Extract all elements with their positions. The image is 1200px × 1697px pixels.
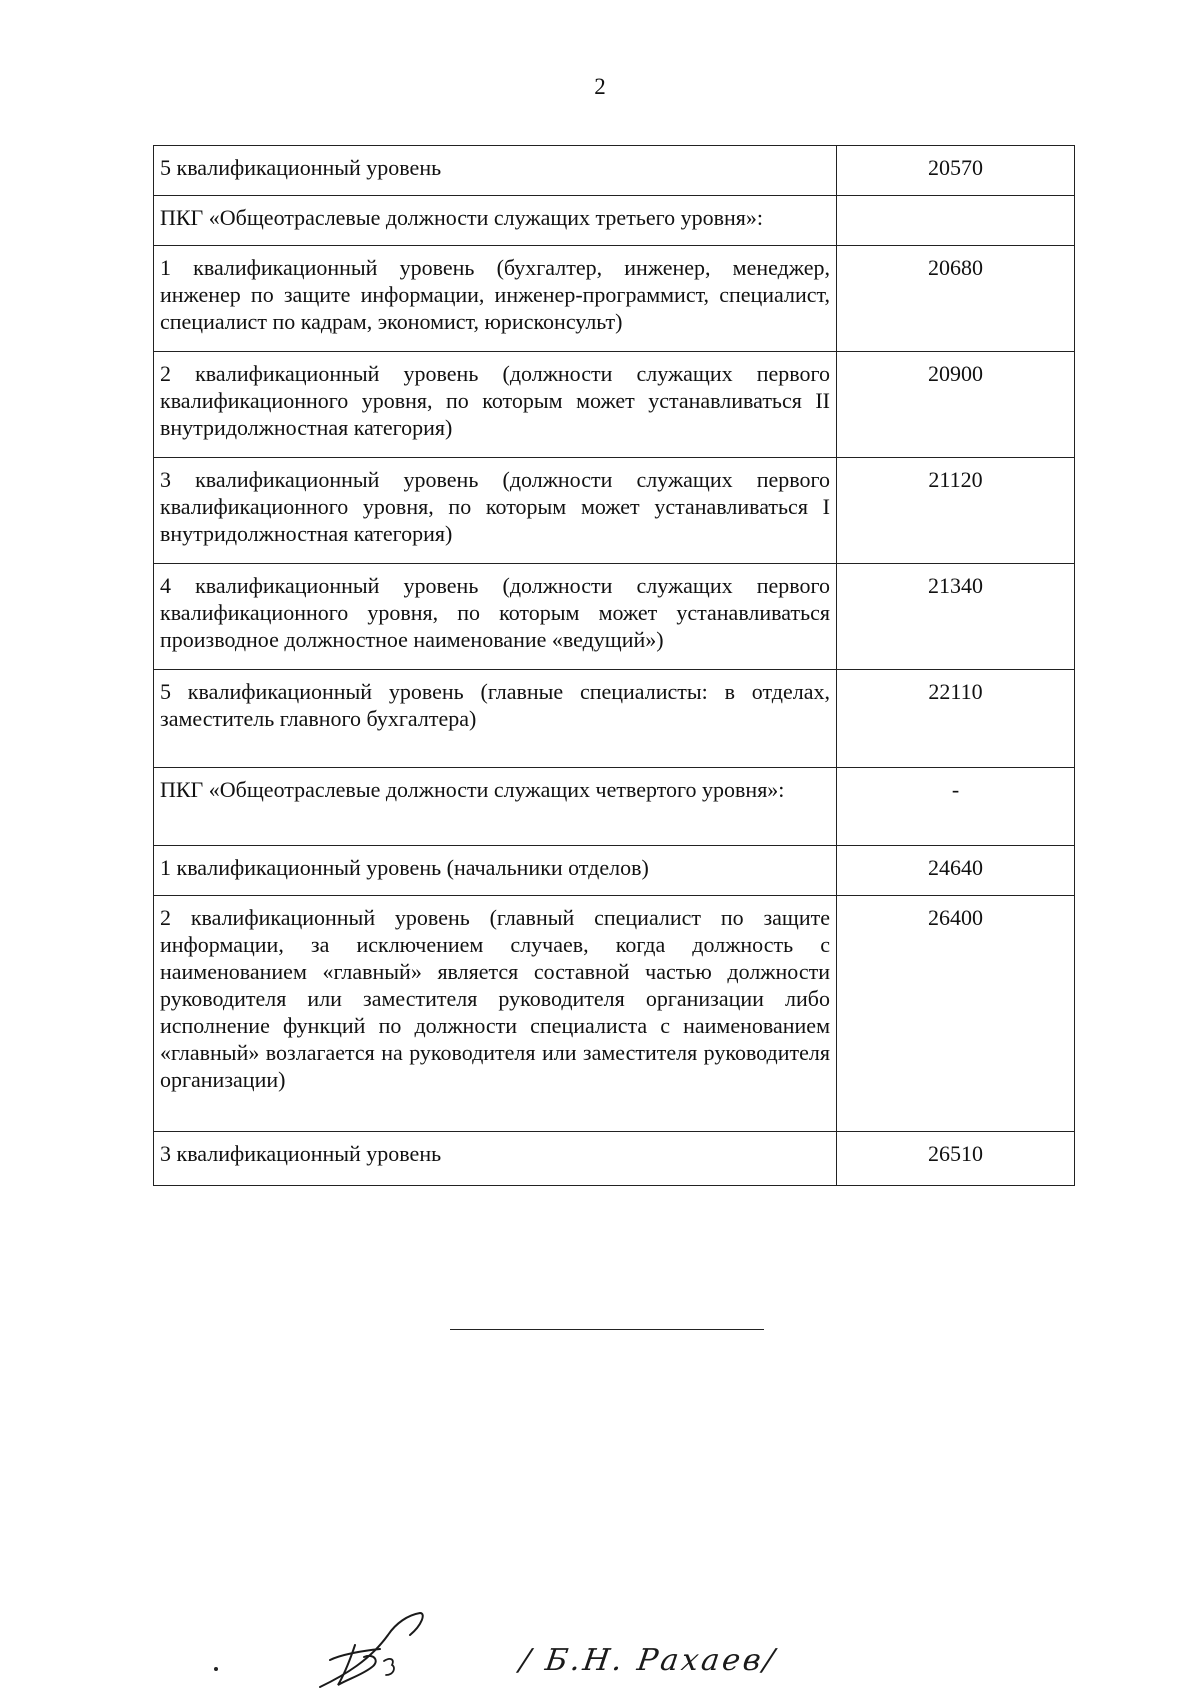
salary-value-cell: 26400 xyxy=(837,896,1075,1132)
table-row xyxy=(154,458,1075,564)
salary-value-cell: 26510 xyxy=(837,1132,1075,1186)
table-row xyxy=(154,352,1075,458)
table-row xyxy=(154,1132,1075,1186)
level-name-cell: 3 квалификационный уровень xyxy=(154,1132,837,1186)
salary-value-cell: 21120 xyxy=(837,458,1075,564)
dot-mark xyxy=(214,1667,218,1671)
table-row xyxy=(154,670,1075,768)
level-name-cell: 2 квалификационный уровень (должности служащих первого квалификационного уровня, по которым может устанавливаться II внутридолжностная категория) xyxy=(154,352,837,458)
salary-value-cell: 24640 xyxy=(837,846,1075,896)
level-name-cell: 5 квалификационный уровень xyxy=(154,146,837,196)
salary-value-cell: 20900 xyxy=(837,352,1075,458)
level-name-cell: 3 квалификационный уровень (должности служащих первого квалификационного уровня, по которым может устанавливаться I внутридолжностная категория) xyxy=(154,458,837,564)
group-title-cell: ПКГ «Общеотраслевые должности служащих четвертого уровня»: xyxy=(154,768,837,846)
salary-value-cell: 22110 xyxy=(837,670,1075,768)
salary-value-cell xyxy=(837,196,1075,246)
level-name-cell: 4 квалификационный уровень (должности служащих первого квалификационного уровня, по которым может устанавливаться производное должностное наименование «ведущий») xyxy=(154,564,837,670)
table-row xyxy=(154,896,1075,1132)
level-name-cell: 1 квалификационный уровень (начальники отделов) xyxy=(154,846,837,896)
signer-name: / Б.Н. Рахаев/ xyxy=(517,1643,780,1678)
table-row xyxy=(154,846,1075,896)
handwritten-signature xyxy=(300,1605,450,1695)
table-row xyxy=(154,768,1075,846)
level-name-cell: 5 квалификационный уровень (главные специалисты: в отделах, заместитель главного бухгалтера) xyxy=(154,670,837,768)
group-title-cell: ПКГ «Общеотраслевые должности служащих третьего уровня»: xyxy=(154,196,837,246)
level-name-cell: 2 квалификационный уровень (главный специалист по защите информации, за исключением случаев, когда должность с наименованием «главный» является составной частью должности руководителя или заместителя руководителя организации либо исполнение функций по должности специалиста с наименованием «главный» возлагается на руководителя или заместителя руководителя организации) xyxy=(154,896,837,1132)
table-row xyxy=(154,146,1075,196)
salary-value-cell: 20680 xyxy=(837,246,1075,352)
level-name-cell: 1 квалификационный уровень (бухгалтер, инженер, менеджер, инженер по защите информации, инженер-программист, специалист, специалист по кадрам, экономист, юрисконсульт) xyxy=(154,246,837,352)
salary-value-cell: 20570 xyxy=(837,146,1075,196)
table-row xyxy=(154,196,1075,246)
page-number: 2 xyxy=(594,74,606,99)
salary-value-cell: 21340 xyxy=(837,564,1075,670)
salary-value-cell: - xyxy=(837,768,1075,846)
qualification-levels-table xyxy=(153,145,1075,1186)
end-of-document-line xyxy=(450,1329,764,1330)
table-row xyxy=(154,564,1075,670)
table-row xyxy=(154,246,1075,352)
signature-block xyxy=(200,1605,820,1695)
